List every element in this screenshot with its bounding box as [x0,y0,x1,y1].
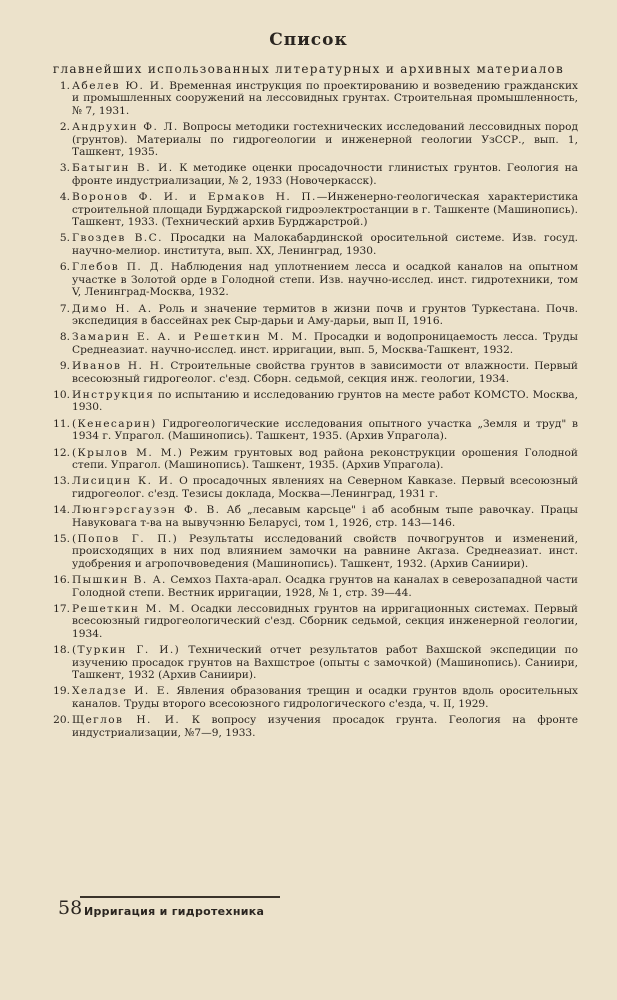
reference-item [50,533,578,570]
reference-text: Строительные свойства грунтов в зависимости от влажности. Первый всесоюзный гидрогеолог. с'езд. Сборн. седьмой, секция инж. геологии, 1934. [72,360,578,385]
reference-text: Просадки и водопроницаемость лесса. Труды Среднеазиат. научно-исслед. инст. ирригации, вып. 5, Москва-Ташкент, 1932. [72,331,578,356]
page-number: 58 [58,897,83,919]
reference-item [50,685,578,710]
reference-item [50,191,578,228]
page-subtitle: главнейших использованных литературных и архивных материалов [52,62,565,76]
reference-text: Просадки на Малокабардинской оросительной системе. Изв. госуд. научно-мелиор. института, вып. XX, Ленинград, 1930. [72,232,578,257]
reference-number: 13. [53,475,70,488]
reference-number: 6. [59,261,70,274]
reference-text: Осадки лессовидных грунтов на ирригационных системах. Первый всесоюзный гидрогеологический с'езд. Сборник седьмой, секция инженерной геологии, 1934. [72,603,578,640]
reference-item [50,303,578,328]
reference-item [50,574,578,599]
reference-item [50,360,578,385]
reference-author: Воронов Ф. И. и Ермаков Н. П. [72,191,317,204]
reference-text: по испытанию и исследованию грунтов на месте работ КОМСТО. Москва, 1930. [72,388,578,414]
reference-number: 15. [53,533,70,545]
reference-text: Аб „лесавым карсьце" і аб асобным тыпе равочкау. Працы Навуковага т-ва на вывучэнню Беларусі, том 1, 1926, стр. 143—146. [72,504,578,529]
reference-text: Семхоз Пахта-арал. Осадка грунтов на каналах в северозападной части Голодной степи. Вестник ирригации, 1928, № 1, стр. 39—44. [72,574,578,599]
reference-number: 18. [53,644,70,657]
reference-item [50,261,578,298]
reference-item [50,80,578,117]
journal-title: Ирригация и гидротехника [84,905,265,918]
reference-author: (Попов Г. П.) [72,533,179,545]
reference-item [50,162,578,187]
reference-number: 7. [59,302,70,315]
reference-number: 3. [59,162,70,175]
reference-author: Лисицин К. И. [72,475,175,488]
reference-author: Пышкин В. А. [72,574,167,587]
reference-number: 1. [59,80,70,92]
reference-author: (Кенесарин) [72,417,157,430]
reference-author: Гвоздев В.С. [72,232,163,245]
reference-text: О просадочных явлениях на Северном Кавказе. Первый всесоюзный гидрогеолог. с'езд. Тезисы доклада, Москва—Ленинград, 1931 г. [72,475,579,500]
reference-text: К вопросу изучения просадок грунта. Геология на фронте индустриализации, №7—9, 1933. [72,714,579,739]
reference-text: —Инженерно-геологическая характеристика строительной площади Бурджарской гидроэлектростанции в г. Ташкенте (Машинопись). Ташкент, 1933. (Технический архив Бурджарстрой.) [72,191,579,229]
reference-author: Андрухин Ф. Л. [72,121,179,134]
reference-number: 2. [59,121,70,134]
reference-list [50,80,578,743]
reference-author: Щеглов Н. И. [72,714,181,727]
page-footer [58,895,298,921]
reference-item [50,603,578,640]
reference-number: 4. [59,191,70,204]
reference-item [50,121,578,158]
reference-text: К методике оценки просадочности глинистых грунтов. Геология на фронте индустриализации, № 2, 1933 (Новочеркасск). [72,162,578,187]
reference-author: Иванов Н. Н. [72,360,166,373]
reference-text: Технический отчет результатов работ Вахшской экспедиции по изучению просадок грунтов на Вахшстрое (опыты с замочкой) (Машинопись). Саниири, Ташкент, 1932 (Архив Саниири). [72,644,578,682]
reference-number: 20. [53,714,70,727]
reference-number: 5. [59,232,70,245]
reference-item [50,418,578,443]
reference-number: 12. [53,446,70,459]
reference-author: Люнгэрсгаузэн Ф. В. [72,504,221,517]
reference-text: Роль и значение термитов в жизни почв и грунтов Туркестана. Почв. экспедиция в бассейнах рек Сыр-дарьи и Аму-дарьи, вып II, 1916. [72,302,578,327]
reference-author: Абелев Ю. И. [72,80,166,92]
reference-author: Глебов П. Д. [72,261,165,274]
reference-number: 10. [53,388,70,401]
reference-number: 8. [59,331,70,344]
reference-author: Решеткин М. М. [72,603,186,616]
reference-number: 11. [53,417,70,430]
reference-text: Гидрогеологические исследования опытного участка „Земля и труд" в 1934 г. Упрагол. (Машинопись). Ташкент, 1935. (Архив Упрагола). [72,417,578,443]
reference-author: Замарин Е. А. и Решеткин М. М. [72,331,309,344]
reference-author: (Крылов М. М.) [72,446,184,459]
reference-text: Временная инструкция по проектированию и возведению гражданских и промышленных сооружений на лессовидных грунтах. Строительная промышленность, № 7, 1931. [72,80,578,117]
footer-rule [80,896,280,898]
reference-text: Явления образования трещин и осадки грунтов вдоль оросительных каналов. Труды второго всесоюзного гидрологического с'езда, ч. II, 1929. [72,685,578,710]
reference-item [50,644,578,681]
reference-text: Вопросы методики гостехнических исследований лессовидных пород (грунтов). Материалы по гидрогеологии и инженерной геологии УзССР., вып. 1, Ташкент, 1935. [72,121,578,159]
reference-author: (Туркин Г. И.) [72,644,181,657]
reference-author: Инструкция [72,388,155,401]
reference-number: 19. [53,685,70,698]
page-title: Список [269,30,348,50]
reference-item [50,714,578,739]
reference-number: 17. [53,603,70,616]
reference-text: Наблюдения над уплотнением лесса и осадкой каналов на опытном участке в Золотой орде в Голодной степи. Изв. научно-исслед. инст. гидротехники, том V, Ленинград-Москва, 1932. [72,261,578,299]
reference-item [50,504,578,529]
reference-text: Результаты исследований свойств почвогрунтов и изменений, происходящих в них под влиянием замочки на равнине Акгаза. Среднеазиат. инст. удобрения и агропочвоведения (Машинопись). Ташкент, 1932. (Архив Саниири). [72,533,578,570]
reference-number: 9. [59,360,70,373]
reference-item [50,389,578,414]
reference-text: Режим грунтовых вод района реконструкции орошения Голодной степи. Упрагол. (Машинопись). Ташкент, 1935. (Архив Упрагола). [72,446,578,471]
reference-item [50,447,578,472]
reference-author: Хеладзе И. Е. [72,685,171,698]
reference-author: Батыгин В. И. [72,162,174,175]
reference-author: Димо Н. А. [72,302,153,315]
reference-item [50,475,578,500]
reference-number: 16. [53,574,70,587]
reference-item [50,232,578,257]
reference-number: 14. [53,504,70,517]
reference-item [50,331,578,356]
